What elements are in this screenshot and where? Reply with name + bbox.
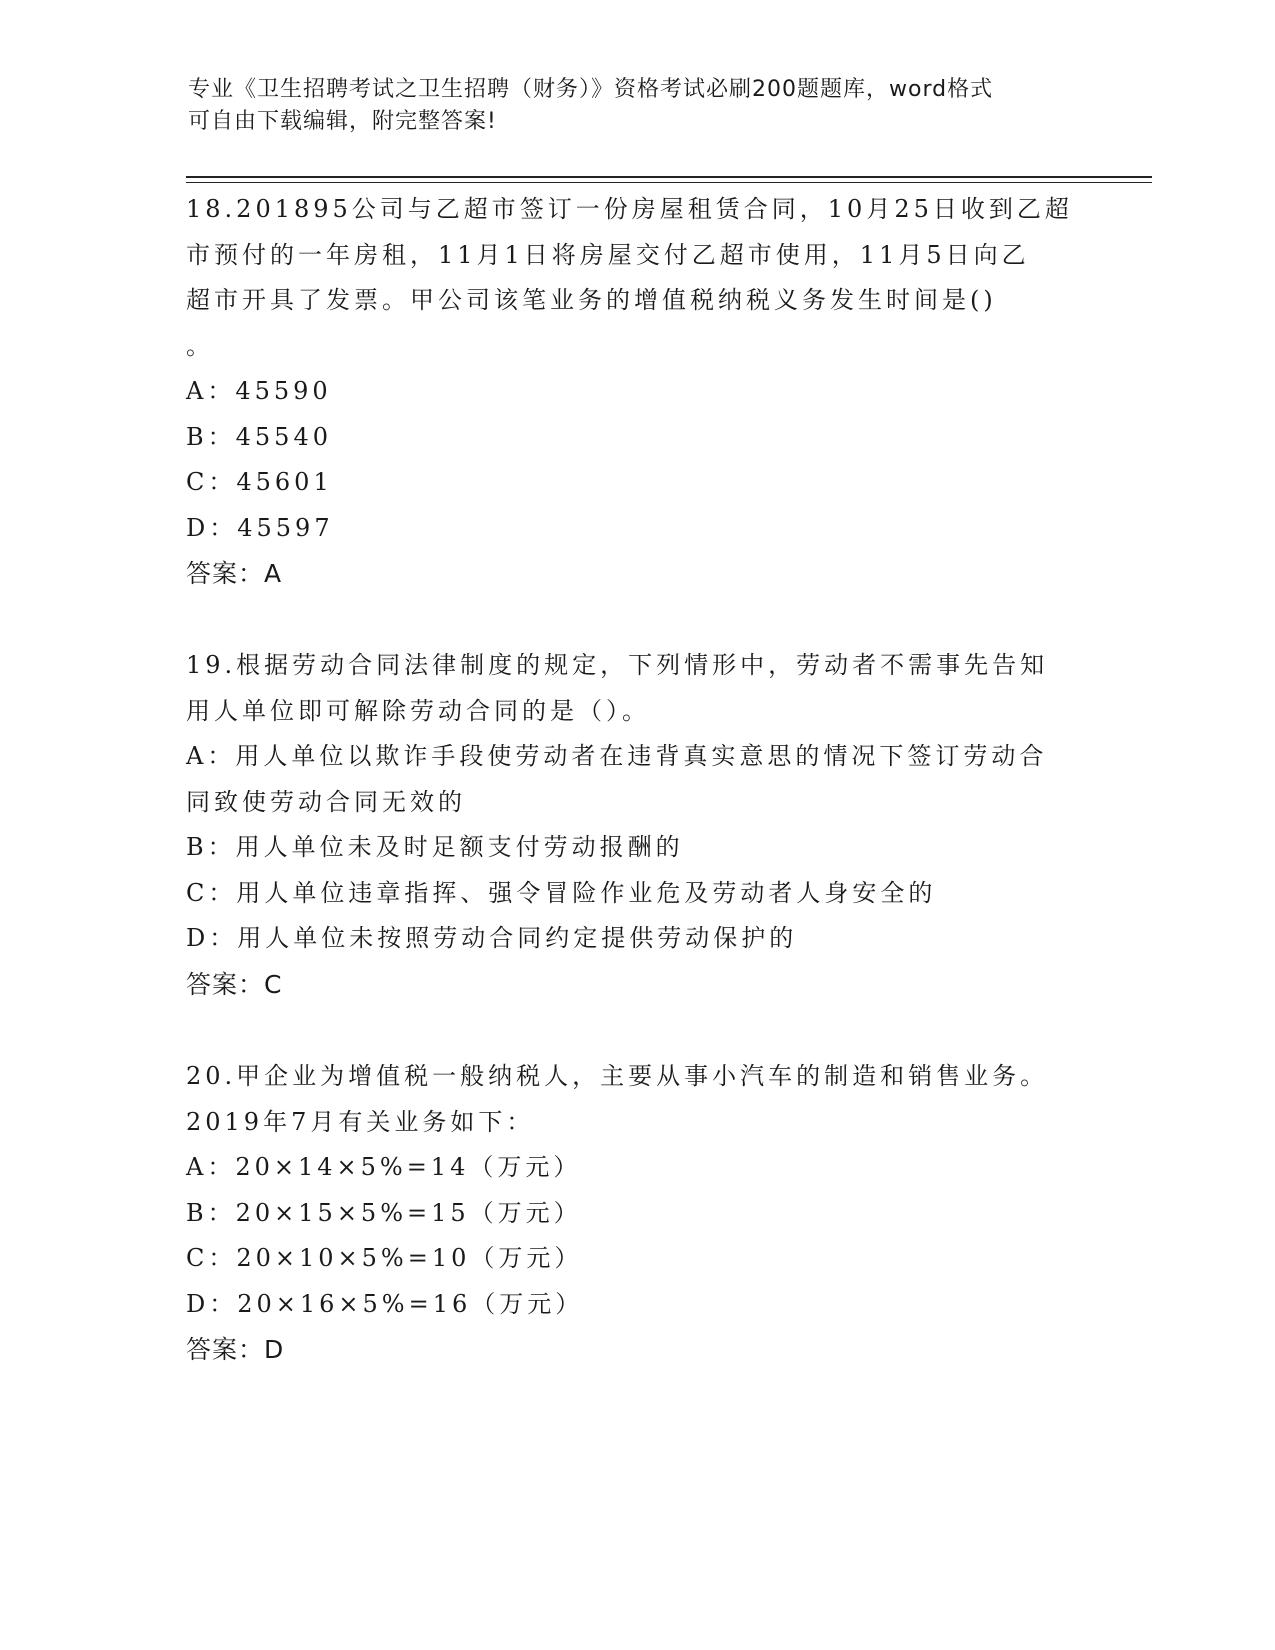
option-a-continued: 同致使劳动合同无效的 [186,787,466,816]
question-20 [186,1054,1086,1373]
option-a: A：20×14×5%=14（万元） [186,1153,582,1181]
option-b: B：用人单位未及时足额支付劳动报酬的 [186,833,684,861]
question-stem-line: 2019年7月有关业务如下： [186,1107,535,1136]
question-stem-line: 市预付的一年房租，11月1日将房屋交付乙超市使用，11月5日向乙 [186,240,1030,269]
question-stem-line: 20.甲企业为增值税一般纳税人，主要从事小汽车的制造和销售业务。 [186,1062,1049,1090]
question-19 [186,643,1086,1007]
header-line-2: 可自由下载编辑，附完整答案! [188,109,497,134]
answer-label: 答案：A [186,559,283,588]
question-stem-line: 。 [186,331,214,360]
header-line-1: 专业《卫生招聘考试之卫生招聘（财务）》资格考试必刷200题题库，word格式 [188,77,994,102]
option-d: D：20×16×5%=16（万元） [186,1289,584,1318]
answer-label: 答案：D [186,1335,285,1364]
question-stem-line: 超市开具了发票。甲公司该笔业务的增值税纳税义务发生时间是() [186,286,997,314]
option-d: D：45597 [186,513,334,542]
option-a: A：45590 [186,377,332,405]
option-c: C：20×10×5%=10（万元） [186,1244,583,1272]
answer-label: 答案：C [186,969,283,999]
option-b: B：45540 [186,422,332,451]
header-divider [186,176,1152,178]
option-c: C：45601 [186,468,333,496]
question-18 [186,187,1086,597]
question-stem-line: 18.201895公司与乙超市签订一份房屋租赁合同，10月25日收到乙超 [186,195,1073,223]
document-header [188,74,1068,138]
header-divider-thin [186,182,1152,183]
question-stem-line: 用人单位即可解除劳动合同的是（）。 [186,696,650,725]
question-stem-line: 19.根据劳动合同法律制度的规定，下列情形中，劳动者不需事先告知 [186,651,1049,679]
option-d: D：用人单位未按照劳动合同约定提供劳动保护的 [186,924,798,952]
option-a: A：用人单位以欺诈手段使劳动者在违背真实意思的情况下签订劳动合 [186,742,1048,770]
option-b: B：20×15×5%=15（万元） [186,1198,582,1227]
option-c: C：用人单位违章指挥、强令冒险作业危及劳动者人身安全的 [186,878,937,907]
